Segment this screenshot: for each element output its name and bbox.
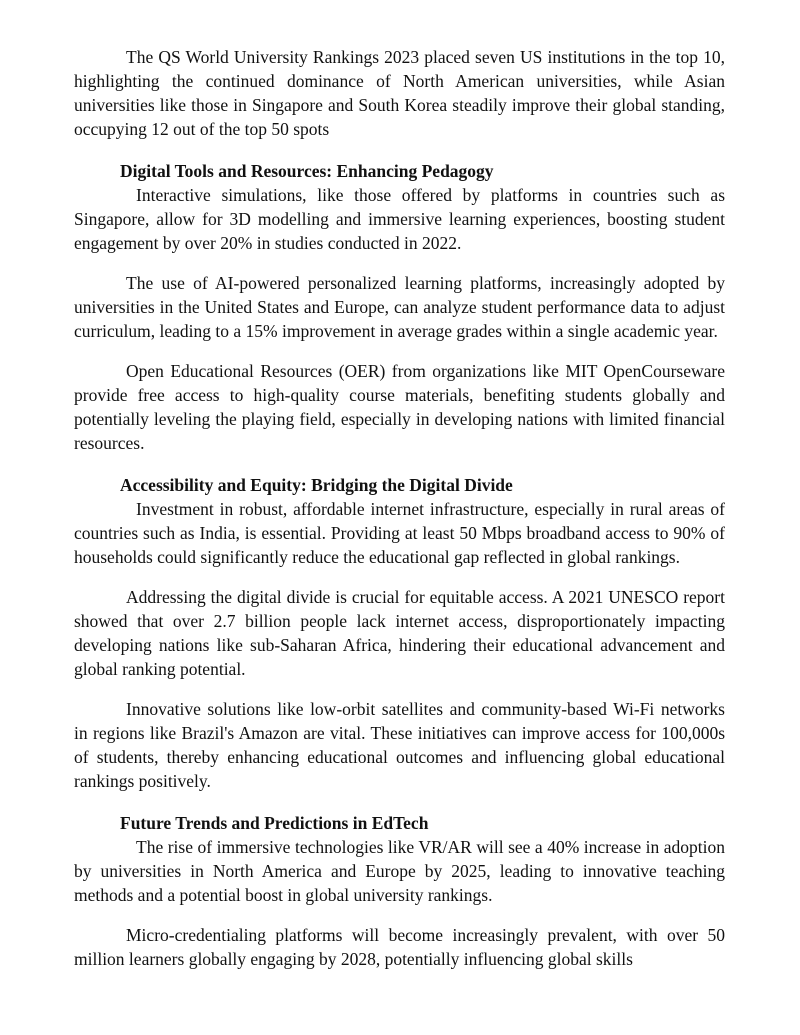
heading-future-trends: Future Trends and Predictions in EdTech <box>120 813 429 833</box>
heading-digital-tools: Digital Tools and Resources: Enhancing Pedagogy <box>120 161 494 181</box>
paragraph-immersive-technologies: The rise of immersive technologies like VR/AR will see a 40% increase in adoption by universities in North America and Europe by 2025, leading to innovative teaching methods and a potential boost in global university rankings. <box>74 837 725 905</box>
paragraph-micro-credentialing: Micro-credentialing platforms will become increasingly prevalent, with over 50 million learners globally engaging by 2028, potentially influencing global skills <box>74 925 725 969</box>
paragraph-digital-divide: Addressing the digital divide is crucial for equitable access. A 2021 UNESCO report showed that over 2.7 billion people lack internet access, disproportionately impacting developing nations like sub-Saharan Africa, hindering their educational advancement and global ranking potential. <box>74 587 725 679</box>
document-body <box>74 45 725 987</box>
paragraph-qs-rankings: The QS World University Rankings 2023 placed seven US institutions in the top 10, highlighting the continued dominance of North American universities, while Asian universities like those in Singapore and South Korea steadily improve their global standing, occupying 12 out of the top 50 spots <box>74 47 725 139</box>
paragraph-open-educational-resources: Open Educational Resources (OER) from organizations like MIT OpenCourseware provide free access to high-quality course materials, benefiting students globally and potentially leveling the playing field, especially in developing nations with limited financial resources. <box>74 361 725 453</box>
paragraph-interactive-simulations: Interactive simulations, like those offered by platforms in countries such as Singapore, allow for 3D modelling and immersive learning experiences, boosting student engagement by over 20% in studies conducted in 2022. <box>74 185 725 253</box>
paragraph-ai-learning-platforms: The use of AI-powered personalized learning platforms, increasingly adopted by universities in the United States and Europe, can analyze student performance data to adjust curriculum, leading to a 15% improvement in average grades within a single academic year. <box>74 273 725 341</box>
heading-accessibility-equity: Accessibility and Equity: Bridging the Digital Divide <box>120 475 513 495</box>
paragraph-internet-infrastructure: Investment in robust, affordable internet infrastructure, especially in rural areas of countries such as India, is essential. Providing at least 50 Mbps broadband access to 90% of households could significantly reduce the educational gap reflected in global rankings. <box>74 499 725 567</box>
paragraph-innovative-solutions: Innovative solutions like low-orbit satellites and community-based Wi-Fi networks in regions like Brazil's Amazon are vital. These initiatives can improve access for 100,000s of students, thereby enhancing educational outcomes and influencing global educational rankings positively. <box>74 699 725 791</box>
